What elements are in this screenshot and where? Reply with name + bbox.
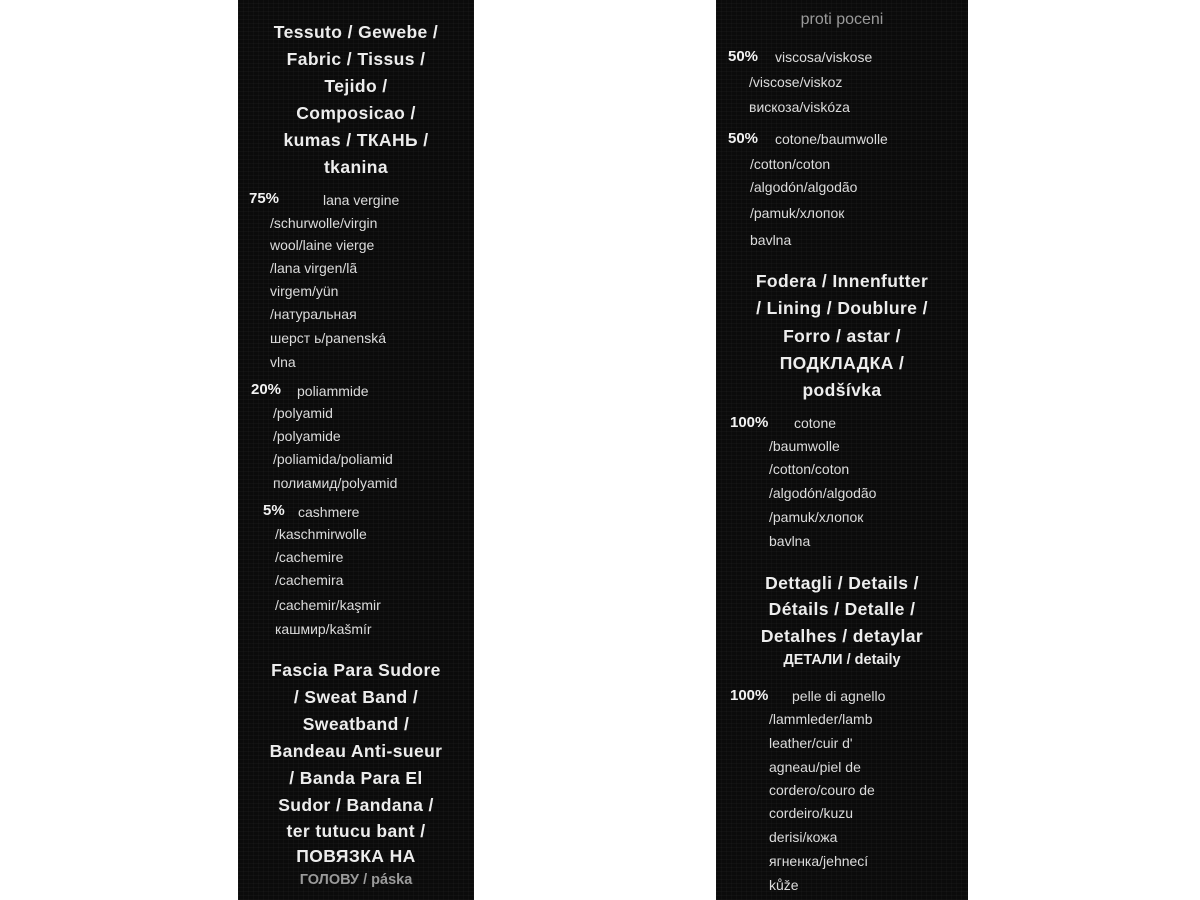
lining-cotton-line: /cotton/coton [769,461,850,477]
lamb-leather-line: pelle di agnello [792,688,886,704]
fabric-heading-line: tkanina [323,157,389,177]
cashmere-line: /kaschmirwolle [275,526,367,542]
lining-cotton-percent: 100% [730,414,769,431]
polyamide-line: /polyamid [273,405,333,421]
sweatband-heading-line: Sudor / Bandana / [278,795,434,815]
fabric-heading-line: Fabric / Tissus / [286,49,426,69]
lamb-leather-line: cordero/couro de [769,782,875,798]
lamb-leather-line: agneau/piel de [769,759,861,775]
polyamide-line: poliammide [297,383,369,399]
wool-line: vlna [270,354,296,370]
wool-line: wool/laine vierge [270,237,375,253]
lamb-leather-line: kůže [769,877,799,893]
polyamide-line: полиамид/polyamid [273,475,398,491]
cashmere-line: /cachemire [275,549,344,565]
lamb-leather-line: cordeiro/kuzu [769,805,854,821]
cashmere-line: /cachemir/kaşmir [275,597,381,613]
lamb-leather-line: /lammleder/lamb [769,711,873,727]
sweatband-heading-line: ter tutucu bant / [286,821,426,841]
sweatband-heading-line: ГОЛОВУ / páska [299,872,413,888]
wool-line: /натуральная [270,306,357,322]
sweatband-heading-line: / Sweat Band / [293,687,419,707]
details-heading-line: Détails / Detalle / [768,599,916,619]
lamb-leather-percent: 100% [730,687,769,704]
wool-line: /schurwolle/virgin [270,215,378,231]
details-heading-line: Detalhes / detaylar [760,626,924,646]
care-label-right [716,0,968,900]
top-fragment: proti poceni [800,11,884,28]
lamb-leather-line: ягненка/jehnecí [769,853,869,869]
cotton-line: /pamuk/хлопок [750,205,845,221]
viscose-line: viscosa/viskose [775,49,873,65]
lining-cotton-line: /algodón/algodão [769,485,877,501]
wool-line: virgem/yün [270,283,339,299]
cotton-line: /cotton/coton [750,156,831,172]
polyamide-line: /poliamida/poliamid [273,451,393,467]
cotton-line: bavlna [750,232,792,248]
lining-heading-line: Forro / astar / [783,326,901,346]
care-label-left [238,0,474,900]
viscose-percent: 50% [728,48,759,65]
sweatband-heading-line: Bandeau Anti-sueur [269,741,443,761]
lamb-leather-line: leather/cuir d' [769,735,853,751]
lining-heading-line: Fodera / Innenfutter [755,271,929,291]
cotton-percent: 50% [728,130,759,147]
fabric-heading-line: Tejido / [324,76,388,96]
wool-line: шерст ь/panenská [270,330,387,346]
polyamide-percent: 20% [251,381,282,398]
sweatband-heading-line: Fascia Para Sudore [271,660,441,680]
lining-cotton-line: /pamuk/хлопок [769,509,864,525]
fabric-heading-line: Composicao / [296,103,416,123]
sweatband-heading-line: Sweatband / [302,714,410,734]
lining-cotton-line: cotone [794,415,837,431]
fabric-heading-line: kumas / ТКАНЬ / [283,130,429,150]
cotton-line: cotone/baumwolle [775,131,888,147]
lining-heading-line: podšívka [802,380,882,400]
cashmere-percent: 5% [263,502,285,519]
lining-cotton-line: bavlna [769,533,811,549]
wool-percent: 75% [249,190,280,207]
viscose-line: /viscose/viskoz [749,74,843,90]
lamb-leather-line: derisi/кожа [769,829,838,845]
details-heading-line: Dettagli / Details / [765,573,919,593]
lining-heading-line: ПОДКЛАДКА / [779,353,905,373]
cotton-line: /algodón/algodão [750,179,858,195]
sweatband-heading-line: / Banda Para El [289,768,423,788]
viscose-line: вискоза/viskóza [749,99,850,115]
cashmere-line: /cachemira [275,572,344,588]
lining-cotton-line: /baumwolle [769,438,840,454]
wool-line: /lana virgen/lã [270,260,358,276]
details-heading-line: ДЕТАЛИ / detaily [783,652,901,668]
fabric-heading-line: Tessuto / Gewebe / [273,22,439,42]
lining-heading-line: / Lining / Doublure / [756,298,928,318]
polyamide-line: /polyamide [273,428,341,444]
cashmere-line: cashmere [298,504,360,520]
sweatband-heading-line: ПОВЯЗКА НА [296,846,416,866]
cashmere-line: кашмир/kašmír [275,621,372,637]
wool-line: lana vergine [323,192,400,208]
